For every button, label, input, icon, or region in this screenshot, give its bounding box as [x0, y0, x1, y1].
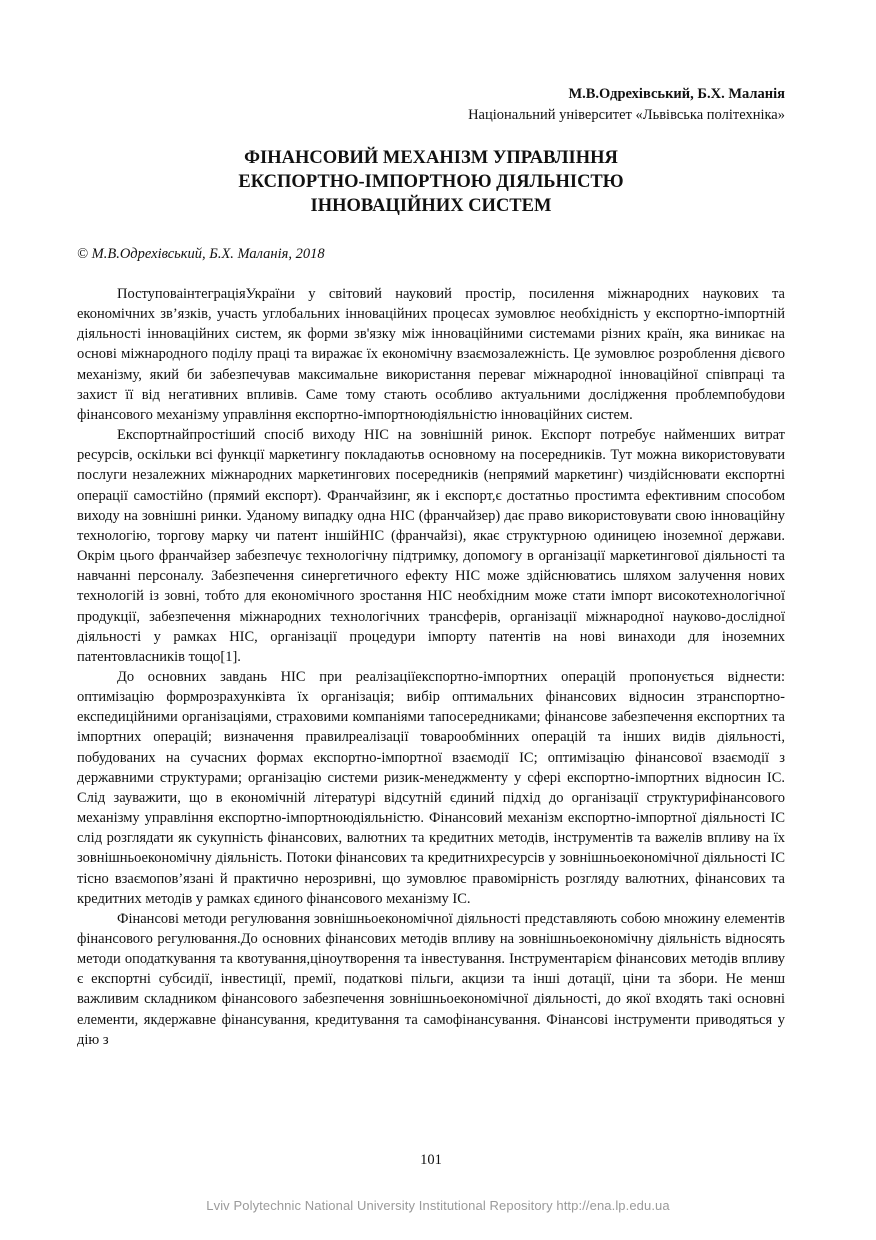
title-line-1: ФІНАНСОВИЙ МЕХАНІЗМ УПРАВЛІННЯ: [244, 148, 618, 168]
title-line-3: ІННОВАЦІЙНИХ СИСТЕМ: [310, 196, 552, 216]
paragraph-1: ПоступоваінтеграціяУкраїни у світовий науковий простір, посилення міжнародних наукових та економічних зв’язків, участь углобальних інноваційних процесах зумовлює необхідність у експортно-імпортній діяльності інноваційних систем, як форми зв'язку між інноваційними системами різних країн, яка виникає на основі міжнародного поділу праці та виражає їх економічну взаємозалежність. Це зумовлює розроблення дієвого механізму, який би забезпечував максимальне використання переваг міжнародної інноваційної співпраці та захист її від негативних впливів. Саме тому стають особливо актуальними дослідження проблемпобудови фінансового механізму управління експортно-імпортноюдіяльністю інноваційних систем.: [77, 286, 785, 423]
affiliation: Національний університет «Львівська політехніка»: [468, 107, 785, 123]
title-line-2: ЕКСПОРТНО-ІМПОРТНОЮ ДІЯЛЬНІСТЮ: [238, 172, 624, 192]
page-number: 101: [420, 1152, 442, 1168]
paragraph-3: До основних завдань НІС при реалізаціїекспортно-імпортних операцій пропонується віднести: оптимізацію формрозрахунківта їх організація; вибір оптимальних фінансових відносин зтранспортно-експедиційними організаціями, страховими компаніями тапосередниками; фінансове забезпечення експортних та імпортних операцій; визначення правилреалізації товарообмінних операцій та інших видів діяльності, побудованих на сучасних формах експортно-імпортної взаємодії ІС; оптимізацію фінансової взаємодії з державними структурами; організацію системи ризик-менеджменту у сфері експортно-імпортних відносин ІС. Слід зауважити, що в економічній літературі відсутній єдиний підхід до організації структурифінансового механізму управління експортно-імпортноюдіяльністю. Фінансовий механізм експортно-імпортної діяльності ІС слід розглядати як сукупність фінансових, валютних та кредитних методів, інструментів та важелів впливу на їх зовнішньоекономічну діяльність. Потоки фінансових та кредитнихресурсів у зовнішньоекономічної діяльності ІС тісно взаємопов’язані й практично нерозривні, що зумовлює правомірність розгляду валютних, фінансових та кредитних методів у рамках єдиного фінансового механізму ІС.: [77, 668, 785, 907]
copyright-notice: © М.В.Одрехівський, Б.Х. Маланія, 2018: [77, 246, 325, 262]
paragraph-4: Фінансові методи регулювання зовнішньоекономічної діяльності представляють собою множину елементів фінансового регулювання.До основних фінансових методів впливу на зовнішньоекономічну діяльність відносять методи оподаткування та квотування,ціноутворення та інвестування. Інструментарієм фінансових методів впливу є експортні субсидії, інвестиції, премії, податкові пільги, акцизи та інші дотації, ціни та збори. Не менш важливим складником фінансового забезпечення зовнішньоекономічної діяльності, до якої входять такі основні елементи, якдержавне фінансування, кредитування та самофінансування. Фінансові інструменти приводяться у дію з: [77, 910, 785, 1048]
authors: М.В.Одрехівський, Б.Х. Маланія: [568, 86, 785, 102]
paragraph-2: Експортнайпростіший спосіб виходу НІС на зовнішній ринок. Експорт потребує найменших витрат ресурсів, оскільки всі функції маркетингу покладаютьв основному на посередників. Тут можна використовувати послуги незалежних міжнародних маркетингових посередників (непрямий маркетинг) чиздійснювати експортні операції самостійно (прямий експорт). Франчайзинг, як і експорт,є достатньо простимта ефективним способом виходу на зовнішні ринки. Уданому випадку одна НІС (франчайзер) дає право використовувати свою інноваційну технологію, торгову марку чи патент іншійНІС (франчайзі), якає структурною одиницею іноземної держави. Окрім цього франчайзер забезпечує технологічну підтримку, допомогу в організації маркетингової діяльності та навчанні персоналу. Забезпечення синергетичного ефекту НІС може здійснюватись шляхом залучення нових технологій із зовні, тобто для економічного зростання НІС необхідним може стати імпорт високотехнологічної продукції, забезпечення міжнародних технологічних трансферів, організації міжнародної науково-дослідної діяльності у рамках НІС, організації процедури імпорту патентів на нові винаходи для іноземних патентовласників тощо[1].: [77, 427, 785, 665]
body-text: [77, 284, 785, 1050]
paper-title: [77, 146, 785, 218]
repository-watermark: Lviv Polytechnic National University Institutional Repository http://ena.lp.edu.ua: [206, 1198, 670, 1213]
